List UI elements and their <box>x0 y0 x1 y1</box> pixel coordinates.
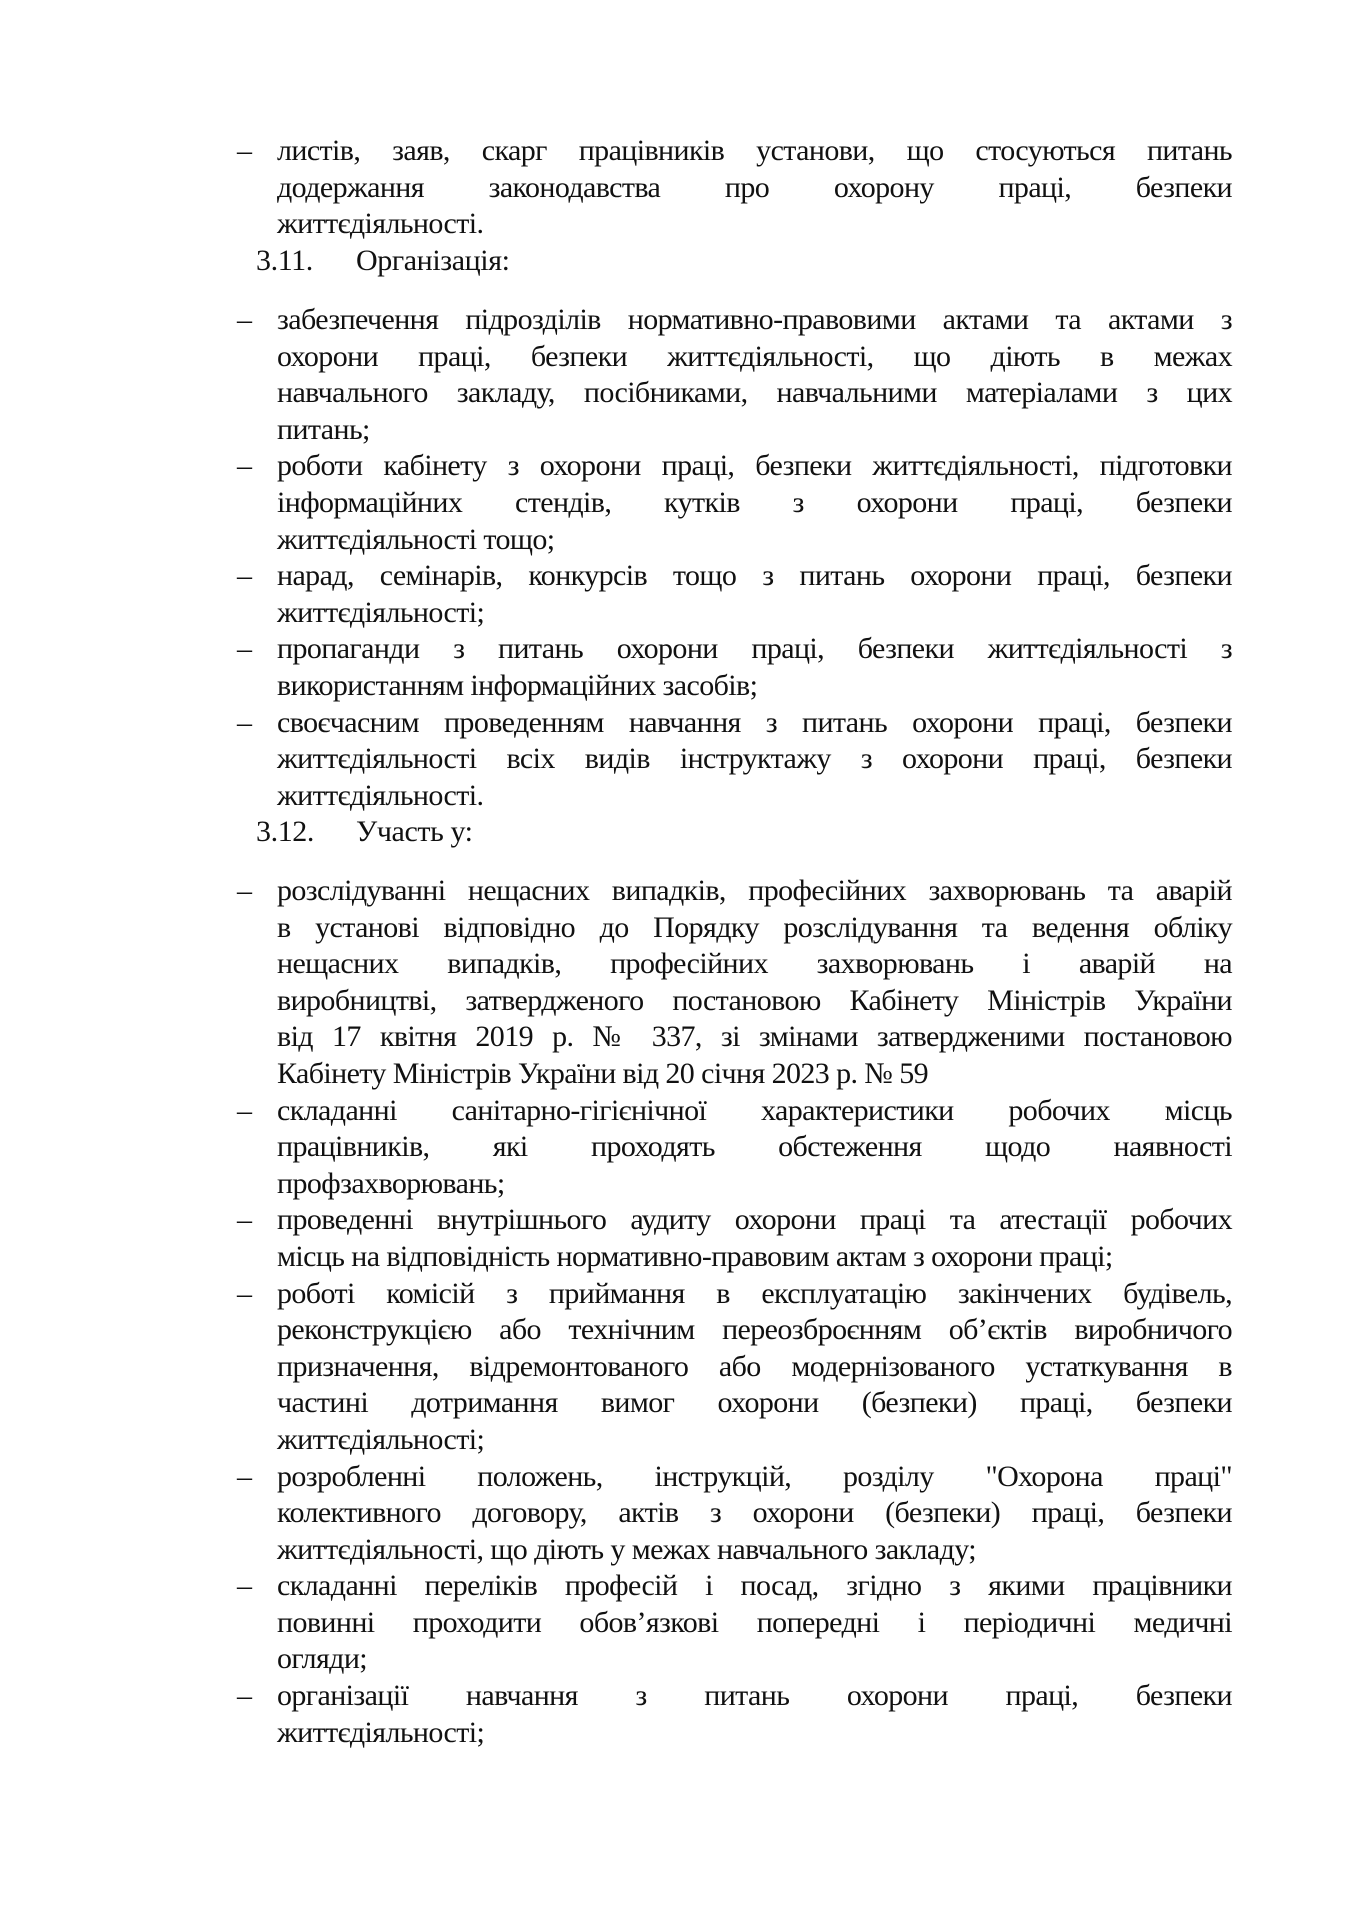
text-line: роботи кабінету з охорони праці, безпеки життєдіяльності, підготовки <box>277 449 1232 483</box>
list-block-3-11 <box>237 302 1232 814</box>
dash-bullet: – <box>237 559 252 593</box>
text-line: місць на відповідність нормативно-правовим актам з охорони праці; <box>277 1239 1113 1273</box>
text-line: життєдіяльності всіх видів інструктажу з охорони праці, безпеки <box>277 742 1232 776</box>
text-line: життєдіяльності, що діють у межах навчального закладу; <box>277 1532 976 1566</box>
dash-bullet: – <box>237 134 252 167</box>
list-item <box>237 705 1232 815</box>
text-line: життєдіяльності. <box>277 778 484 812</box>
dash-bullet: – <box>237 449 252 483</box>
text-line: життєдіяльності тощо; <box>277 522 555 556</box>
text-line: реконструкцією або технічним переозброєнням об’єктів виробничого <box>277 1313 1232 1347</box>
dash-bullet: – <box>237 1679 252 1713</box>
list-item <box>237 1568 1232 1678</box>
text-line: повинні проходити обов’язкові попередні і періодичні медичні <box>277 1605 1232 1639</box>
text-line: життєдіяльності; <box>277 1715 485 1749</box>
text-line: призначення, відремонтованого або модернізованого устаткування в <box>277 1349 1232 1383</box>
list-item <box>237 448 1232 558</box>
text-line: життєдіяльності. <box>277 207 484 241</box>
text-line: використанням інформаційних засобів; <box>277 668 758 702</box>
section-number: 3.12. <box>256 815 315 848</box>
text-line: організації навчання з питань охорони праці, безпеки <box>277 1679 1232 1713</box>
dash-bullet: – <box>237 1569 252 1603</box>
text-line: листів, заяв, скарг працівників установи, що стосуються питань <box>277 134 1232 167</box>
text-line: в установі відповідно до Порядку розслідування та ведення обліку <box>277 910 1232 944</box>
list-item <box>237 1459 1232 1569</box>
text-line: навчального закладу, посібниками, навчальними матеріалами з цих <box>277 376 1232 410</box>
list-block-3-12 <box>237 873 1232 1751</box>
dash-bullet: – <box>237 1459 252 1493</box>
text-line: роботі комісій з приймання в експлуатацію закінчених будівель, <box>277 1276 1232 1310</box>
dash-bullet: – <box>237 705 252 739</box>
text-line: інформаційних стендів, кутків з охорони праці, безпеки <box>277 485 1232 519</box>
dash-bullet: – <box>237 1276 252 1310</box>
text-line: життєдіяльності; <box>277 1422 485 1456</box>
text-line: Кабінету Міністрів України від 20 січня 2023 р. № 59 <box>277 1056 929 1090</box>
text-line: колективного договору, актів з охорони (безпеки) праці, безпеки <box>277 1496 1232 1530</box>
text-line: складанні санітарно-гігієнічної характеристики робочих місць <box>277 1093 1232 1127</box>
list-item <box>237 302 1232 448</box>
text-line: нещасних випадків, професійних захворювань і аварій на <box>277 947 1232 981</box>
dash-bullet: – <box>237 1203 252 1237</box>
text-line: питань; <box>277 412 370 446</box>
text-line: пропаганди з питань охорони праці, безпеки життєдіяльності з <box>277 632 1232 666</box>
text-line: нарад, семінарів, конкурсів тощо з питань охорони праці, безпеки <box>277 559 1232 593</box>
section-number: 3.11. <box>256 244 313 277</box>
text-line: працівників, які проходять обстеження щодо наявності <box>277 1130 1232 1164</box>
dash-bullet: – <box>237 874 252 907</box>
list-item <box>237 873 1232 1093</box>
text-line: частині дотримання вимог охорони (безпеки) праці, безпеки <box>277 1386 1232 1420</box>
text-line: профзахворювань; <box>277 1166 505 1200</box>
dash-bullet: – <box>237 1093 252 1127</box>
section-heading-3-11 <box>256 243 510 280</box>
text-line: від 17 квітня 2019 р. № 337, зі змінами затвердженими постановою <box>277 1020 1232 1054</box>
section-title: Участь у: <box>356 815 473 848</box>
text-line: розробленні положень, інструкцій, розділу "Охорона праці" <box>277 1459 1232 1493</box>
list-item <box>237 558 1232 631</box>
text-line: проведенні внутрішнього аудиту охорони праці та атестації робочих <box>277 1203 1232 1237</box>
list-item <box>237 1276 1232 1459</box>
text-line: розслідуванні нещасних випадків, професійних захворювань та аварій <box>277 874 1232 907</box>
text-line: своєчасним проведенням навчання з питань охорони праці, безпеки <box>277 705 1232 739</box>
list-item <box>237 1202 1232 1275</box>
text-line: складанні переліків професій і посад, згідно з якими працівники <box>277 1569 1232 1603</box>
text-line: охорони праці, безпеки життєдіяльності, що діють в межах <box>277 339 1232 373</box>
list-block-top <box>237 133 1232 243</box>
text-line: огляди; <box>277 1642 368 1676</box>
dash-bullet: – <box>237 632 252 666</box>
list-item <box>237 1093 1232 1203</box>
text-line: додержання законодавства про охорону праці, безпеки <box>277 170 1232 204</box>
section-heading-3-12 <box>256 814 473 851</box>
list-item <box>237 133 1232 243</box>
dash-bullet: – <box>237 303 252 336</box>
text-line: виробництві, затвердженого постановою Кабінету Міністрів України <box>277 983 1232 1017</box>
section-title: Організація: <box>356 244 510 277</box>
list-item <box>237 1678 1232 1751</box>
list-item <box>237 631 1232 704</box>
text-line: забезпечення підрозділів нормативно-правовими актами та актами з <box>277 303 1232 336</box>
text-line: життєдіяльності; <box>277 595 485 629</box>
